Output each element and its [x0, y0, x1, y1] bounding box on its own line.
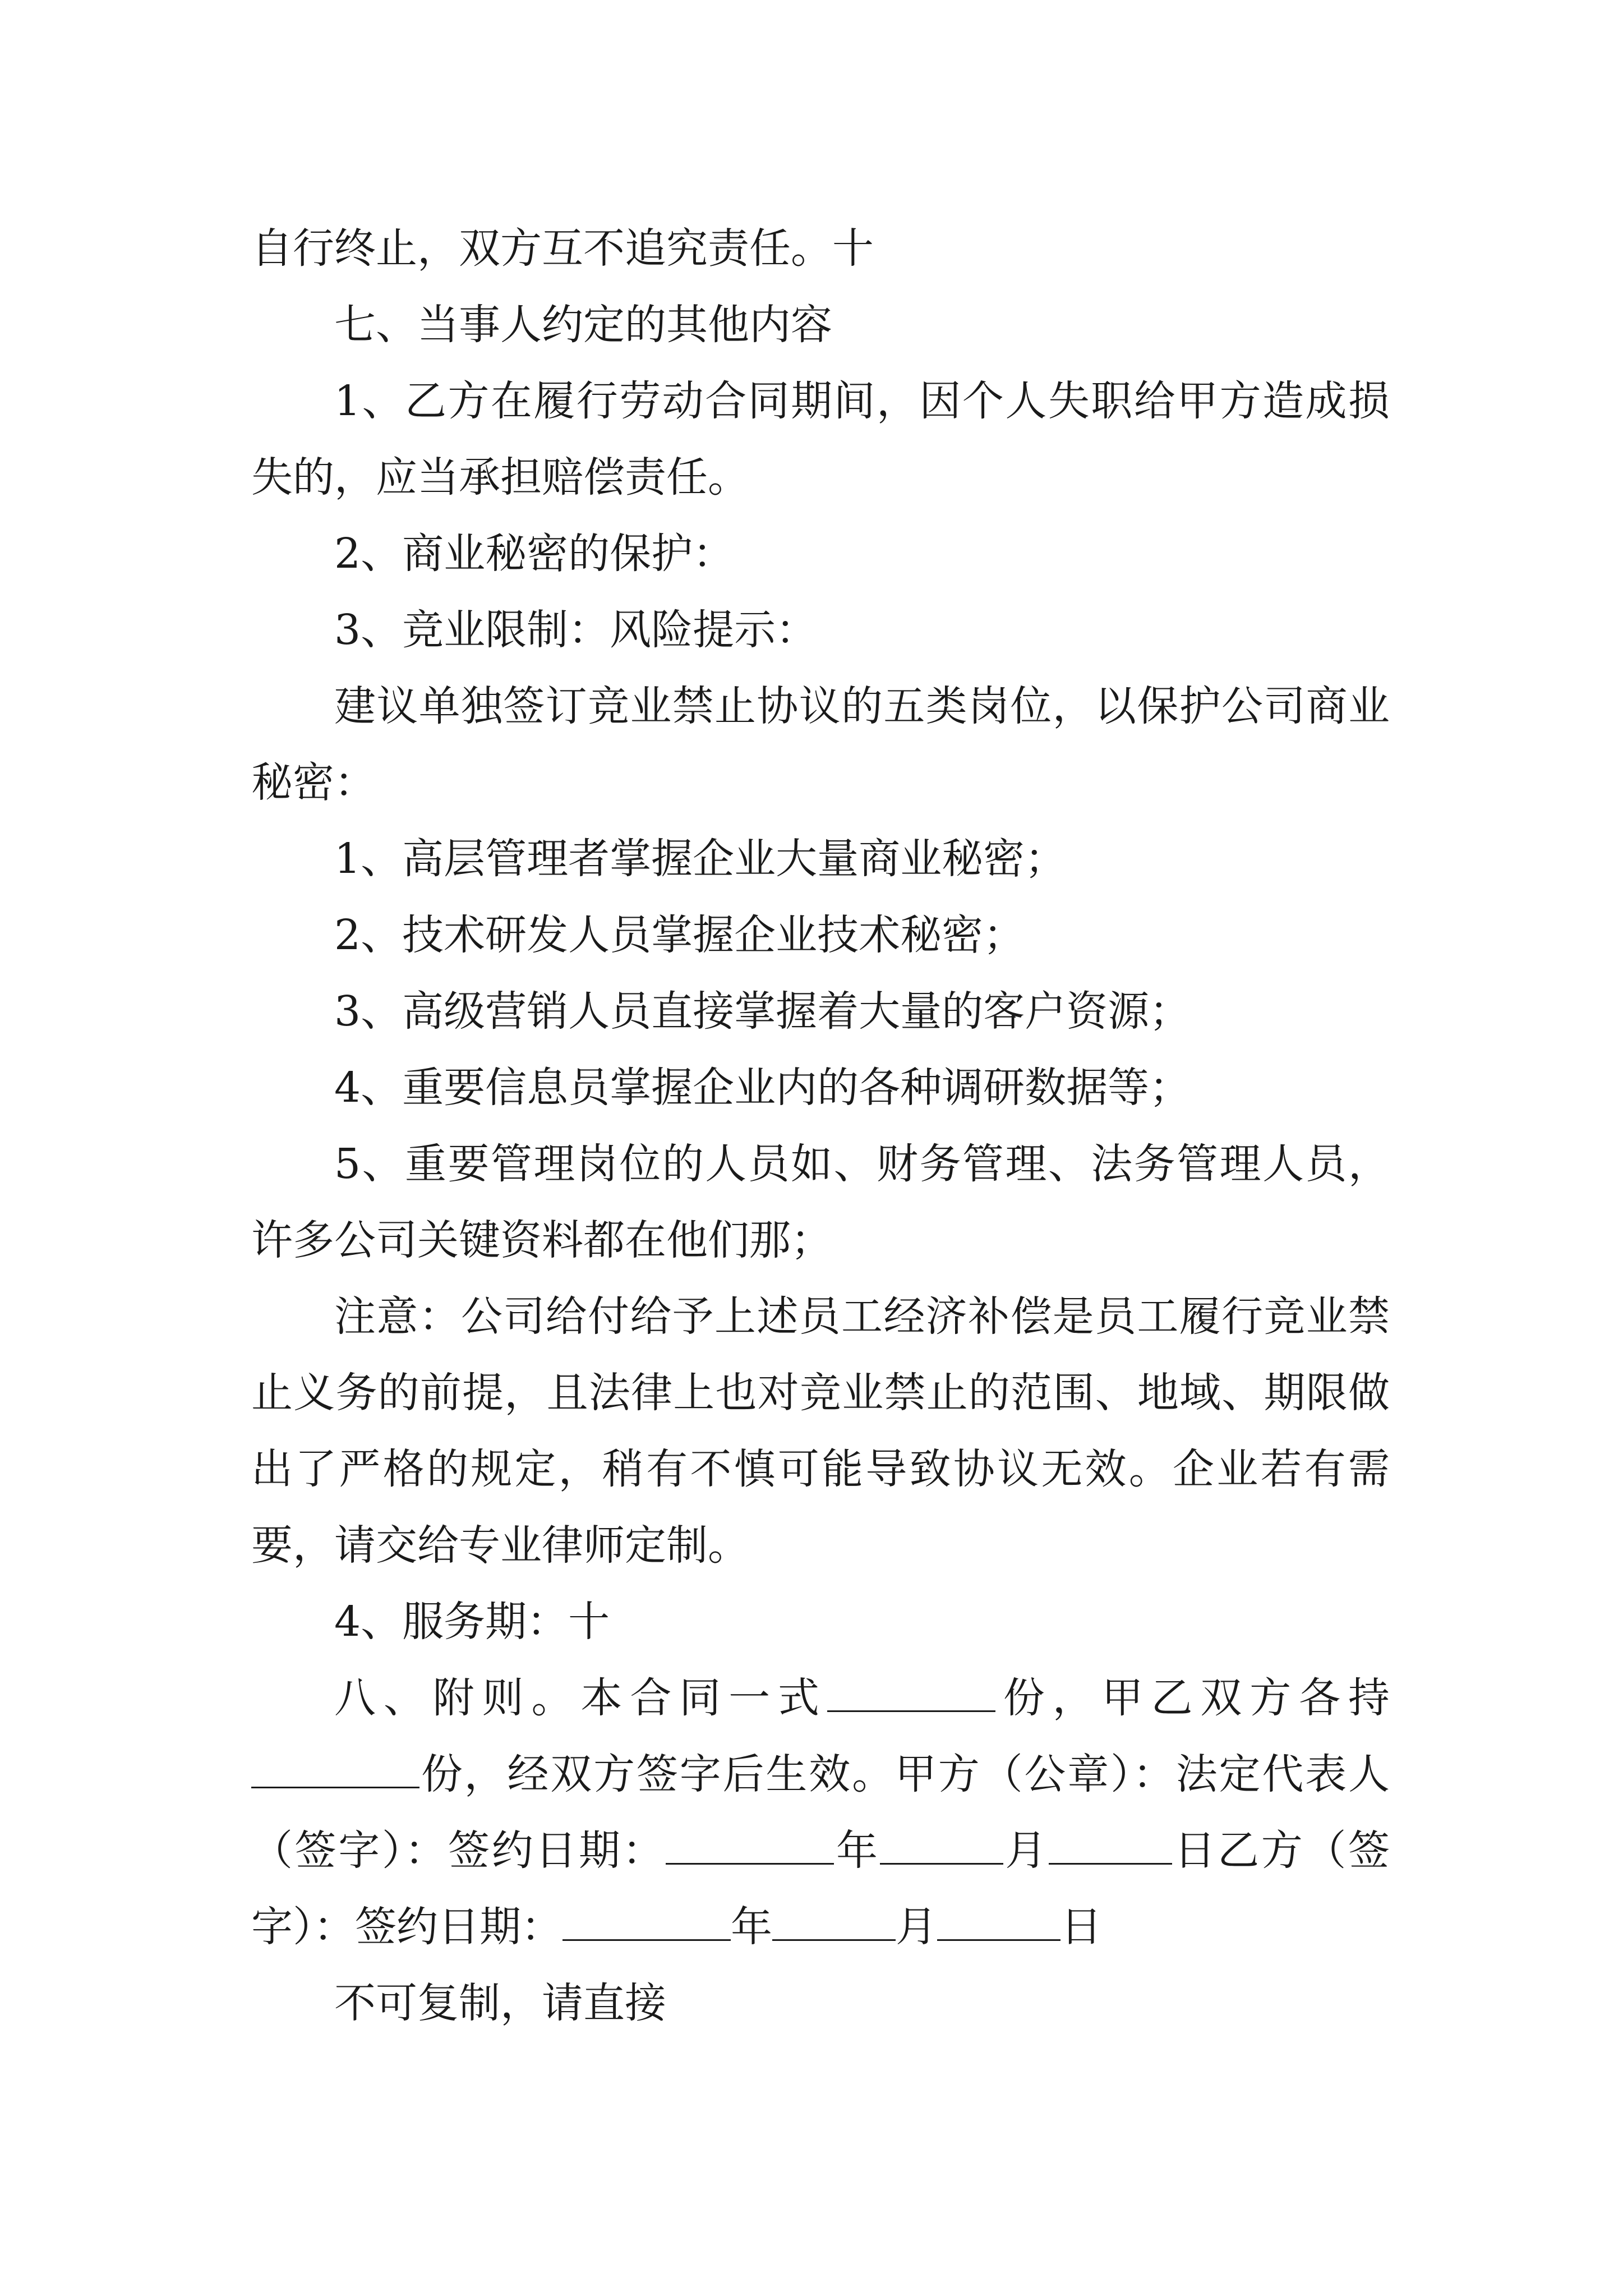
year-label: 年: [834, 1826, 880, 1875]
appendix-text: 八、附则。本合同一式: [334, 1674, 827, 1722]
list-item: 5、重要管理岗位的人员如、财务管理、法务管理人员，许多公司关键资料都在他们那；: [251, 1140, 1390, 1264]
month-blank: [772, 1900, 896, 1941]
paragraph-appendix: [251, 1660, 1390, 1965]
paragraph-continuation: 自行终止，双方互不追究责任。十: [251, 224, 874, 273]
day-blank: [1049, 1824, 1172, 1865]
year-blank: [562, 1900, 731, 1941]
section-heading-other-terms: 七、当事人约定的其他内容: [334, 301, 832, 349]
list-item: 3、高级营销人员直接掌握着大量的客户资源；: [334, 987, 1191, 1036]
appendix-text: 份，经双方签字后生效。甲方（公章）：法定代表人（签字）：签约日期：: [251, 1750, 1390, 1875]
copies-blank: [827, 1671, 995, 1712]
list-item: 4、重要信息员掌握企业内的各种调研数据等；: [334, 1064, 1191, 1112]
month-label: 月: [896, 1903, 937, 1951]
paragraph-notice: 注意：公司给付给予上述员工经济补偿是员工履行竞业禁止义务的前提，且法律上也对竞业禁止的范围、地域、期限做出了严格的规定，稍有不慎可能导致协议无效。企业若有需要，请交给专业律师定制。: [251, 1292, 1390, 1570]
paragraph-recommendation: 建议单独签订竞业禁止协议的五类岗位，以保护公司商业秘密：: [251, 682, 1390, 807]
document-body: [251, 210, 1390, 2041]
month-blank: [880, 1824, 1003, 1865]
appendix-text: 日乙方（签字）：签约日期：: [251, 1826, 1390, 1951]
paragraph-closing: 不可复制，请直接: [334, 1979, 666, 2027]
list-item: 2、技术研发人员掌握企业技术秘密；: [334, 911, 1025, 959]
paragraph-liability: 1、乙方在履行劳动合同期间，因个人失职给甲方造成损失的，应当承担赔偿责任。: [251, 377, 1390, 501]
day-blank: [937, 1900, 1061, 1941]
copies-each-blank: [251, 1747, 419, 1788]
day-label: 日: [1061, 1903, 1102, 1951]
paragraph-trade-secret: 2、商业秘密的保护：: [334, 530, 735, 578]
appendix-text: 份，甲乙双方各持: [995, 1674, 1390, 1722]
paragraph-service-period: 4、服务期：十: [334, 1598, 610, 1646]
list-item: 1、高层管理者掌握企业大量商业秘密；: [334, 835, 1067, 883]
month-label: 月: [1003, 1826, 1049, 1875]
year-blank: [666, 1824, 834, 1865]
paragraph-non-compete: 3、竞业限制：风险提示：: [334, 606, 818, 654]
year-label: 年: [731, 1903, 772, 1951]
